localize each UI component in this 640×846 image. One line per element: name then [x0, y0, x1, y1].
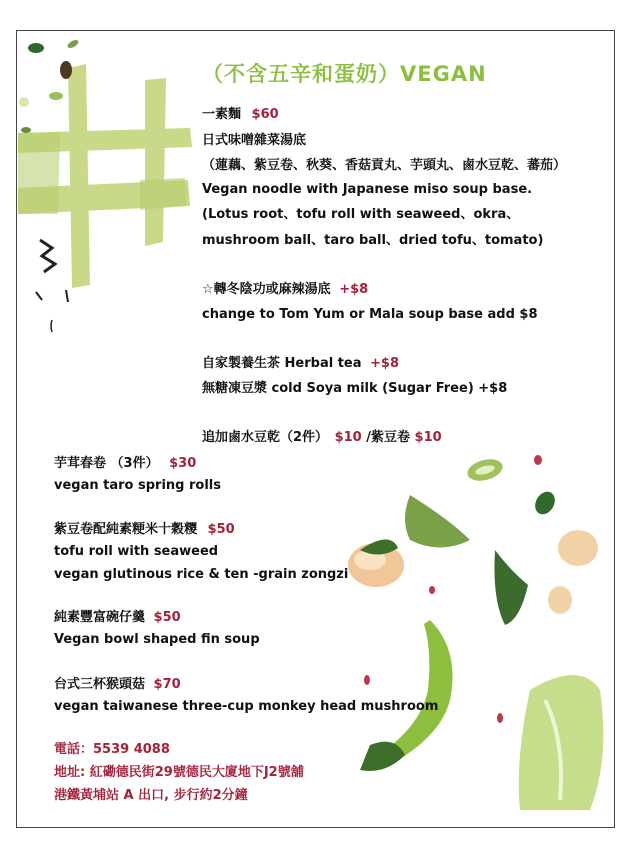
soup-change-en: change to Tom Yum or Mala soup base add $8 — [202, 307, 538, 322]
addon-tofu-roll: /紫豆卷 — [366, 430, 410, 445]
item-name: 芋茸春卷 （3件） — [54, 456, 159, 471]
soup-change-zh: ☆轉冬陰功或麻辣湯底 — [202, 282, 331, 297]
item-price: $50 — [207, 522, 235, 537]
soup-change-line — [202, 281, 368, 299]
contact-phone: 電話：5539 4088 — [54, 742, 170, 757]
noodle-ingredients-en-2: mushroom ball、taro ball、dried tofu、tomato) — [202, 233, 544, 248]
vegetable-illustrations — [348, 455, 603, 810]
item-english-name: vegan taro spring rolls — [54, 478, 221, 493]
noodle-title-line — [202, 106, 279, 124]
addon-dried-tofu-price: $10 — [334, 430, 362, 445]
addon-tofu-roll-price: $10 — [414, 430, 442, 445]
noodle-soup-base: 日式味噌雜菜湯底 — [202, 133, 307, 148]
item-english-name: Vegan bowl shaped fin soup — [54, 632, 260, 647]
herbal-tea-price: +$8 — [370, 356, 400, 371]
noodle-name: 一素麵 — [202, 107, 242, 122]
contact-address: 地址: 紅磡德民街29號德民大廈地下J2號舖 — [54, 765, 304, 780]
item-english-name: vegan glutinous rice & ten -grain zongzi — [54, 567, 349, 582]
item-price: $30 — [169, 456, 197, 471]
item-name: 紫豆卷配純素粳米十穀糭 — [54, 522, 198, 537]
noodle-price: $60 — [251, 107, 279, 122]
soup-change-price: +$8 — [339, 282, 369, 297]
addon-dried-tofu: 追加鹵水豆乾（2件） — [202, 430, 329, 445]
item-name: 台式三杯猴頭菇 — [54, 677, 146, 692]
item-price: $50 — [153, 610, 181, 625]
item-title-line — [54, 676, 181, 694]
item-english-name: tofu roll with seaweed — [54, 544, 219, 559]
item-name: 純素豐富碗仔羹 — [54, 610, 146, 625]
noodle-description-en: Vegan noodle with Japanese miso soup base. — [202, 182, 533, 197]
item-title-line — [54, 521, 235, 539]
soya-milk-line: 無糖凍豆漿 cold Soya milk (Sugar Free) +$8 — [202, 381, 508, 396]
addon-line — [202, 429, 442, 447]
menu-heading: （不含五辛和蛋奶）VEGAN — [202, 62, 487, 86]
noodle-ingredients-en-1: (Lotus root、tofu roll with seaweed、okra、 — [202, 207, 520, 222]
item-english-name: vegan taiwanese three-cup monkey head mushroom — [54, 699, 439, 714]
item-title-line — [54, 609, 181, 627]
item-price: $70 — [153, 677, 181, 692]
noodle-ingredients-zh: （蓮藕、紫豆卷、秋葵、香菇貢丸、芋頭丸、鹵水豆乾、蕃茄） — [202, 158, 567, 173]
item-title-line — [54, 455, 196, 473]
herbal-tea-line — [202, 355, 399, 373]
herbal-tea-label: 自家製養生茶 Herbal tea — [202, 356, 362, 371]
contact-directions: 港鐵黃埔站 A 出口, 步行約2分鐘 — [54, 788, 248, 803]
